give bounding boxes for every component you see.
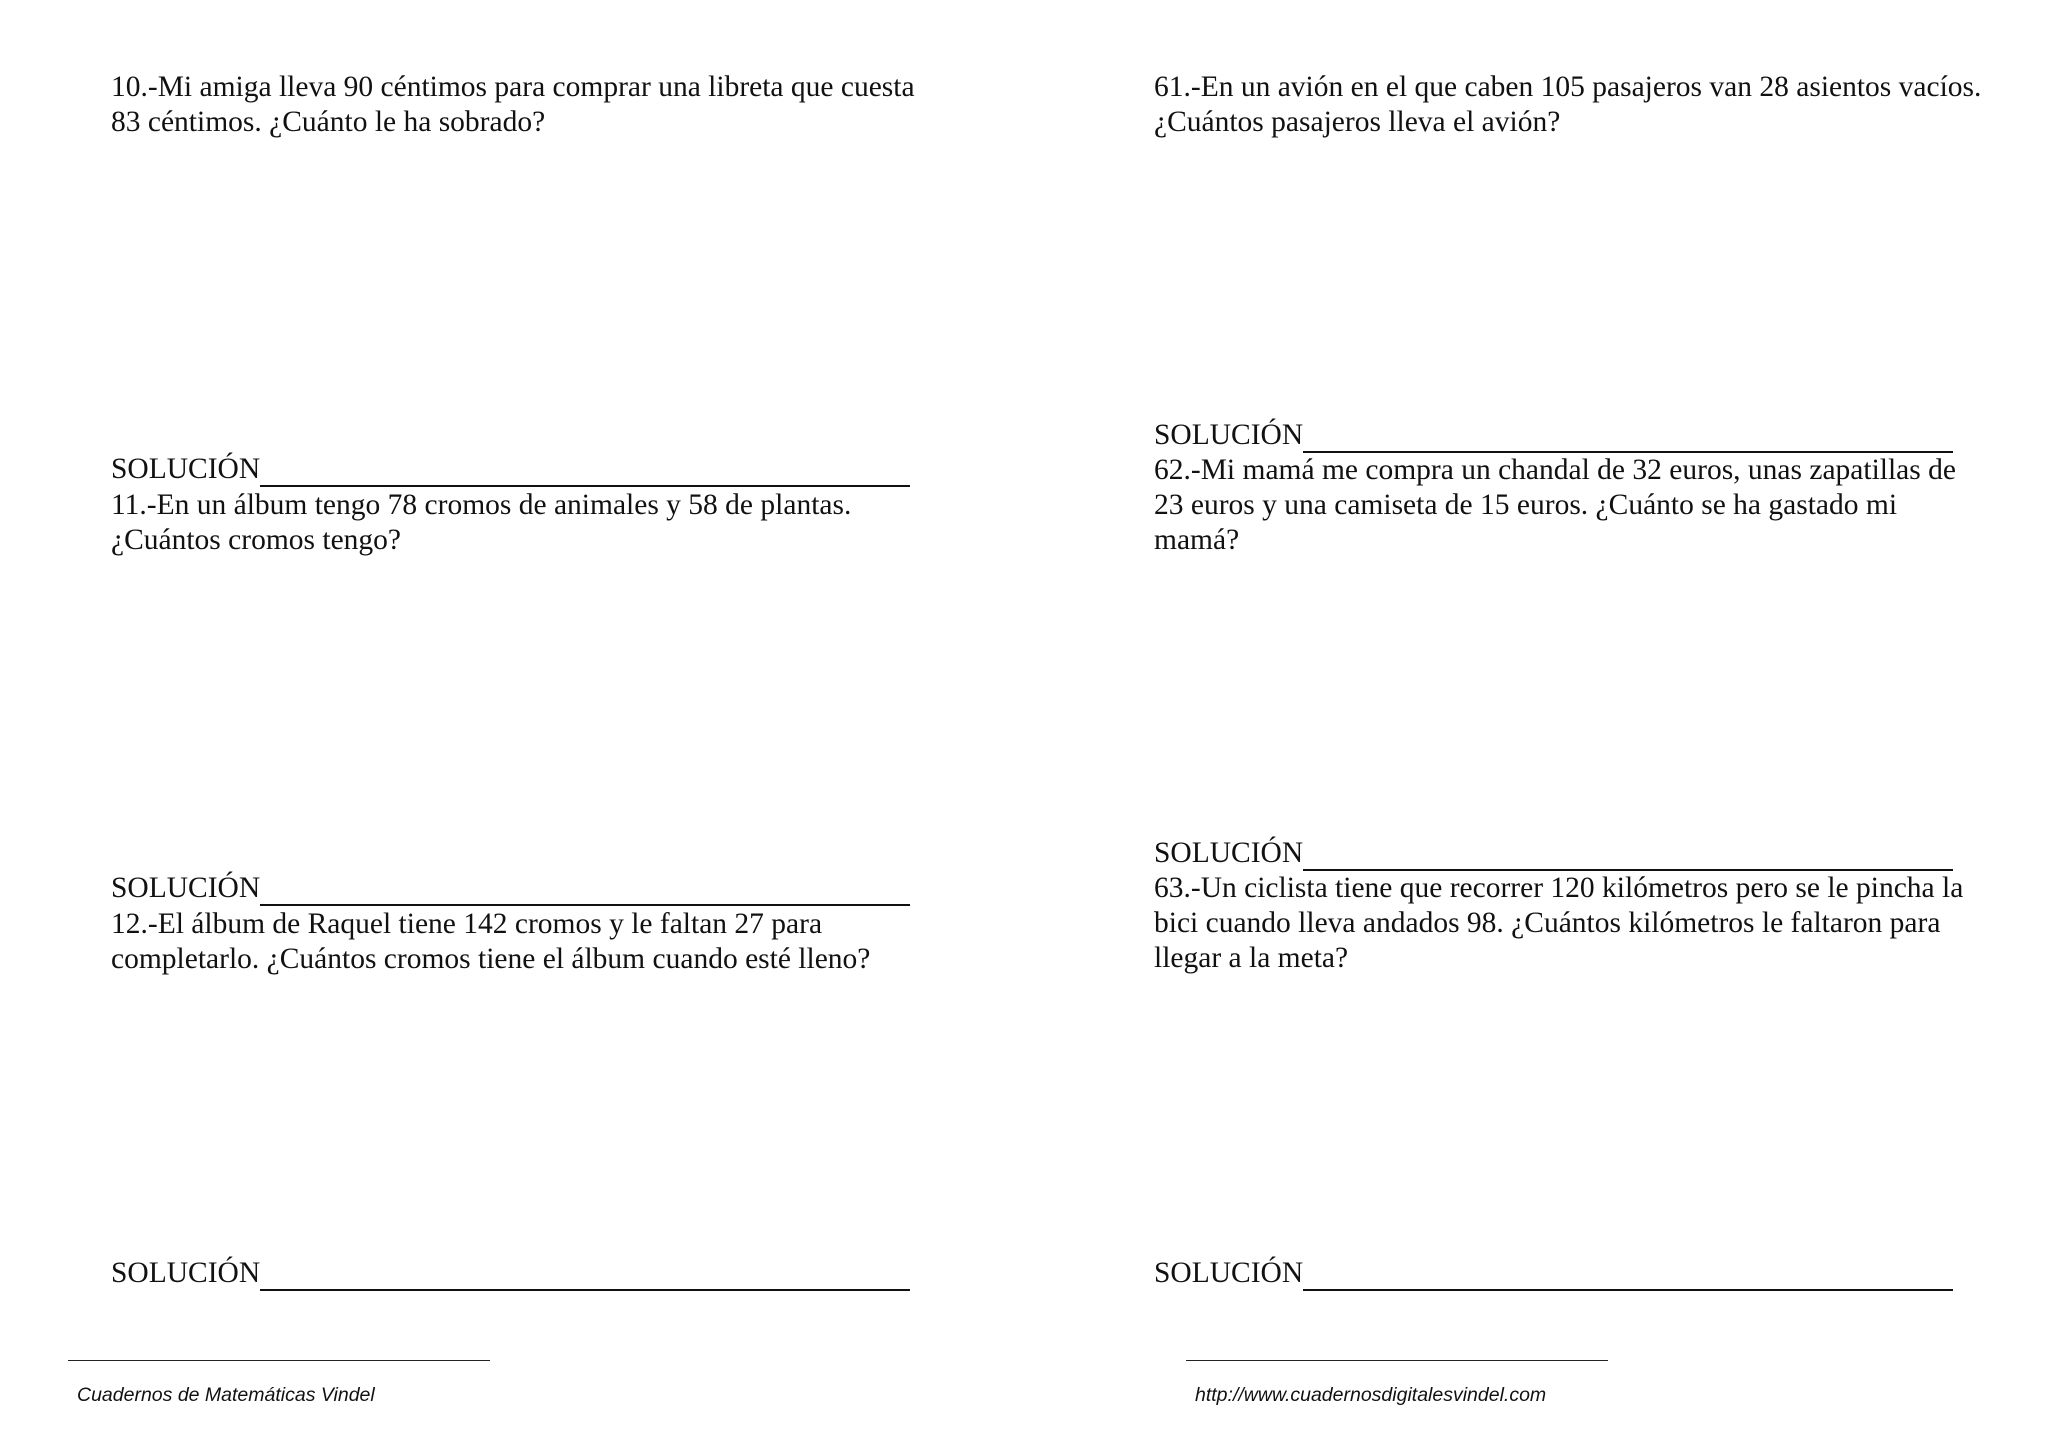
solution-answer-line[interactable] [260,455,910,487]
footer-url-link[interactable]: http://www.cuadernosdigitalesvindel.com [1195,1384,1547,1406]
left-column [111,0,941,1448]
solution-answer-line[interactable] [260,1259,910,1291]
right-column [1154,0,1984,1448]
footer-rule-left [68,1360,490,1361]
solution-answer-line[interactable] [260,874,910,906]
footer-rule-right [1186,1360,1608,1361]
solution-row-11 [111,871,910,906]
problem-63: 63.-Un ciclista tiene que recorrer 120 kilómetros pero se le pincha la bici cuando lleva andados 98. ¿Cuántos kilómetros le faltaron para llegar a la meta? [1154,872,1964,974]
solution-answer-line[interactable] [1303,839,1953,871]
solution-answer-line[interactable] [1303,1259,1953,1291]
problem-62: 62.-Mi mamá me compra un chandal de 32 euros, unas zapatillas de 23 euros y una camiseta de 15 euros. ¿Cuánto se ha gastado mi mamá? [1154,454,1956,556]
solution-label: SOLUCIÓN [111,872,261,904]
problem-61: 61.-En un avión en el que caben 105 pasajeros van 28 asientos vacíos. ¿Cuántos pasajeros lleva el avión? [1154,71,1982,138]
solution-row-10 [111,452,910,487]
solution-label: SOLUCIÓN [111,453,261,485]
problem-10: 10.-Mi amiga lleva 90 céntimos para comprar una libreta que cuesta 83 céntimos. ¿Cuánto le ha sobrado? [111,71,915,138]
solution-label: SOLUCIÓN [1154,837,1304,869]
solution-row-63 [1154,1256,1953,1291]
solution-label: SOLUCIÓN [1154,1257,1304,1289]
solution-answer-line[interactable] [1303,421,1953,453]
problem-11: 11.-En un álbum tengo 78 cromos de animales y 58 de plantas. ¿Cuántos cromos tengo? [111,489,852,556]
solution-row-61 [1154,418,1953,453]
solution-label: SOLUCIÓN [111,1257,261,1289]
solution-row-62 [1154,836,1953,871]
solution-row-12 [111,1256,910,1291]
problem-12: 12.-El álbum de Raquel tiene 142 cromos y le faltan 27 para completarlo. ¿Cuántos cromos tiene el álbum cuando esté lleno? [111,908,871,975]
solution-label: SOLUCIÓN [1154,419,1304,451]
footer-left-text: Cuadernos de Matemáticas Vindel [77,1384,375,1406]
